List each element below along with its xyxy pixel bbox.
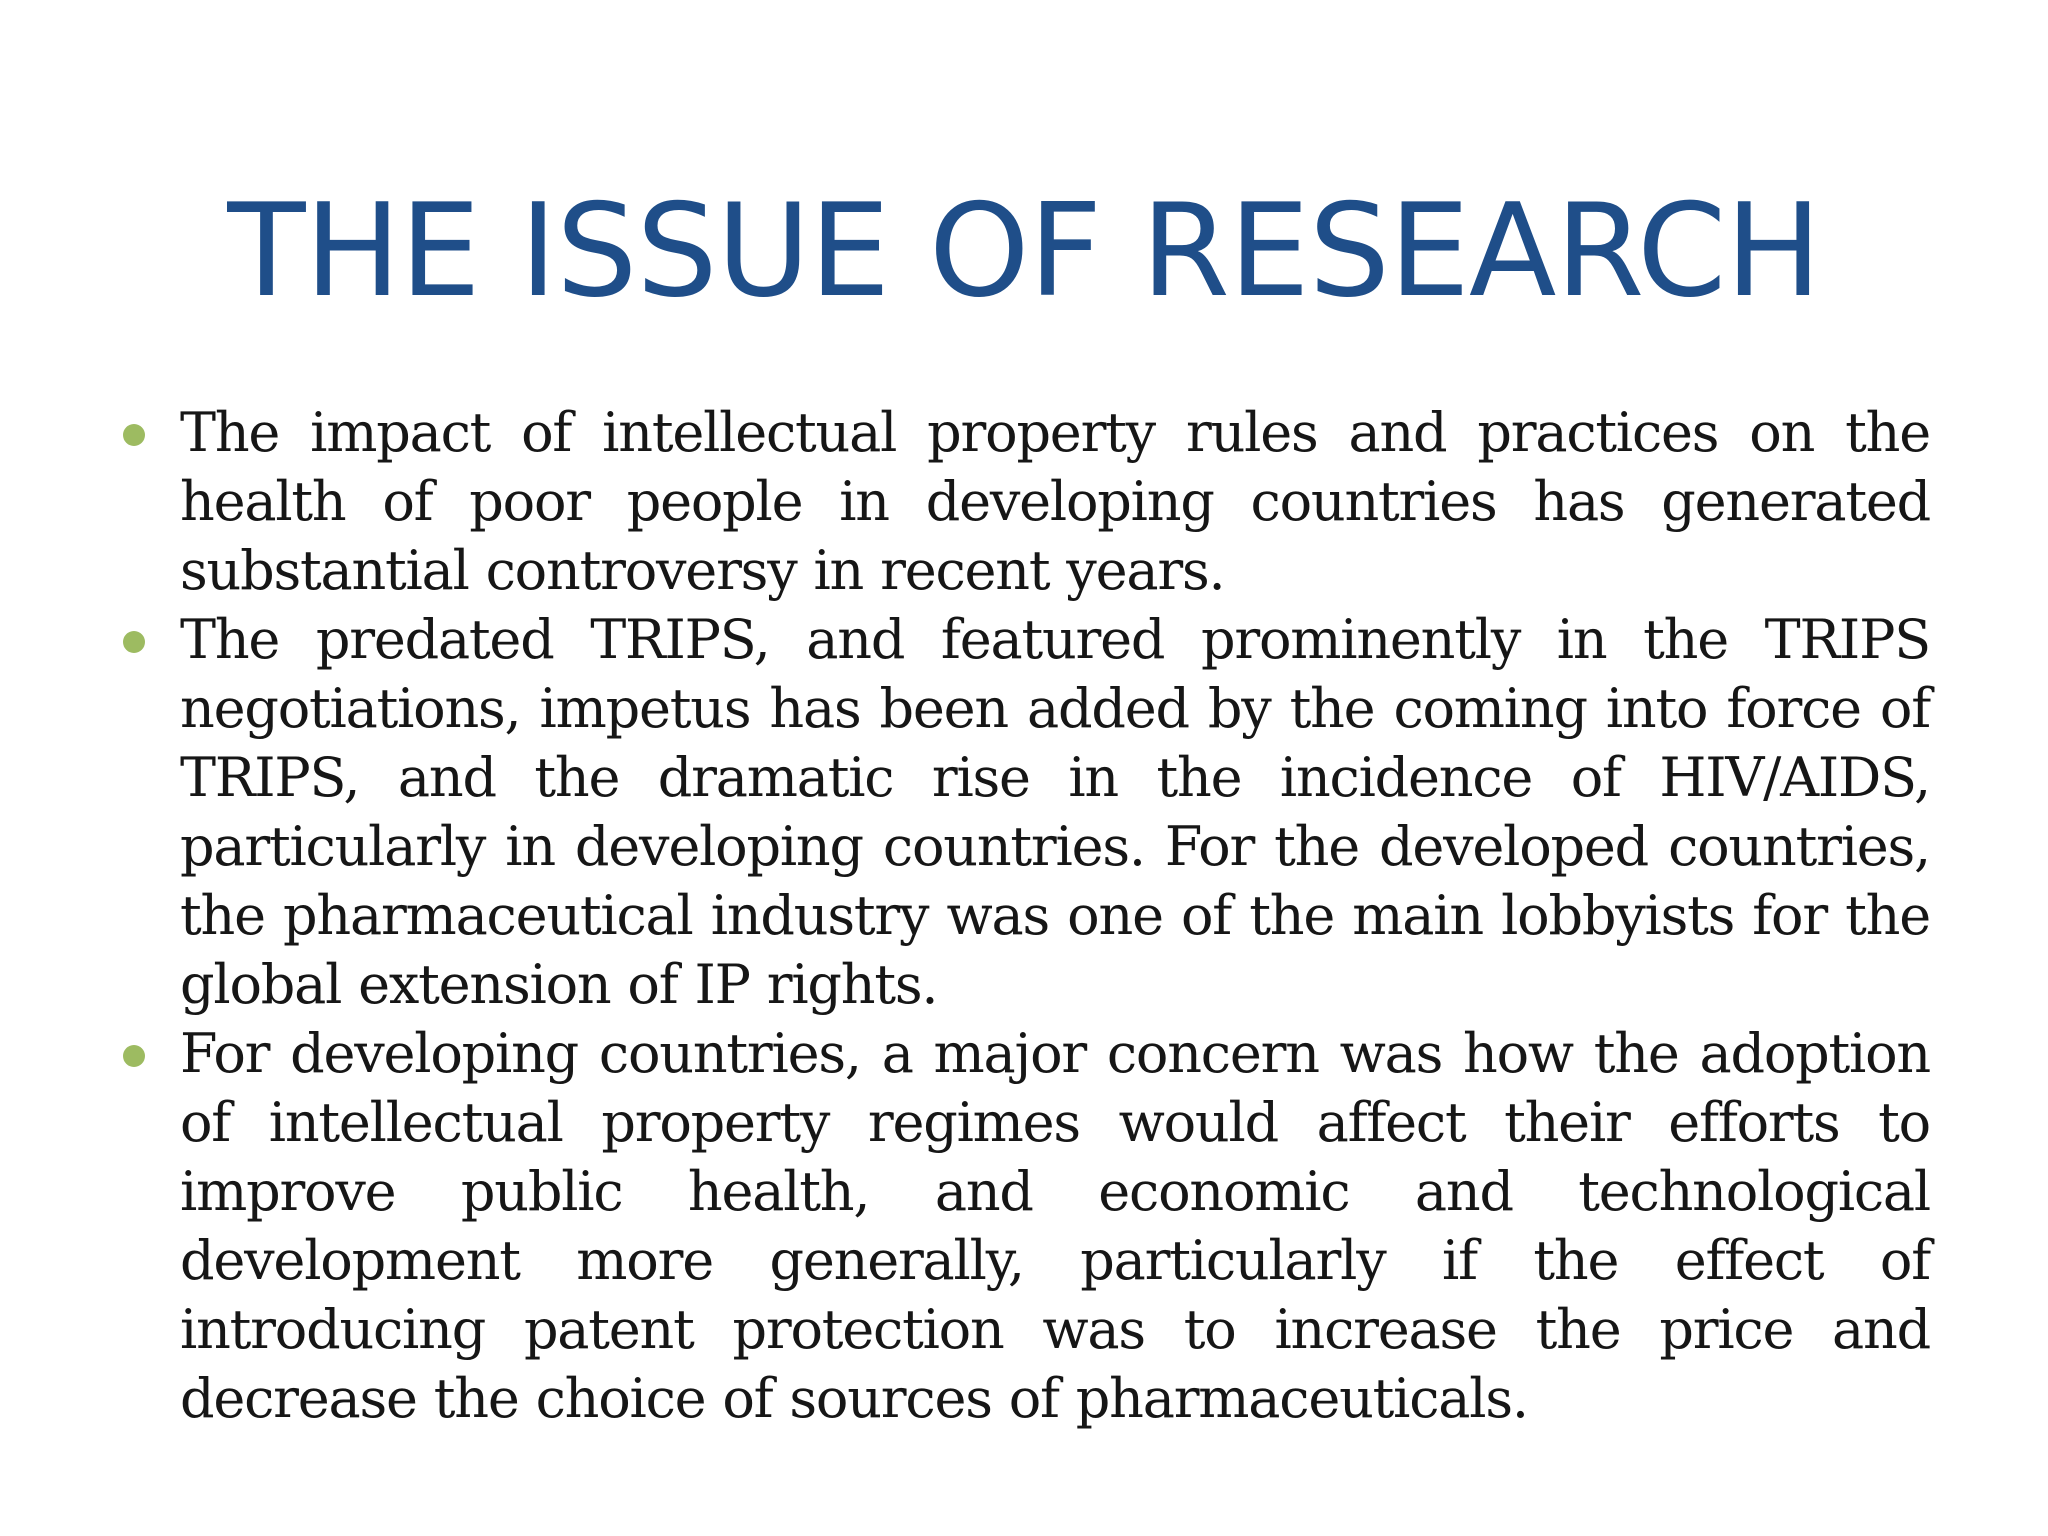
bullet-dot-icon [123,631,145,653]
bullet-text: For developing countries, a major concern was how the adoption of intellectual property regimes would affect their efforts to improve public health, and economic and technological development more generally, particularly if the effect of introducing patent protection was to increase the price and decrease the choice of sources of pharmaceuticals. [180,1022,1930,1430]
bullet-item [118,398,1930,605]
bullet-item [118,605,1930,1019]
bullet-item [118,1019,1930,1433]
bullet-dot-icon [123,424,145,446]
bullet-text: The predated TRIPS, and featured prominently in the TRIPS negotiations, impetus has been added by the coming into force of TRIPS, and the dramatic rise in the incidence of HIV/AIDS, particularly in developing countries. For the developed countries, the pharmaceutical industry was one of the main lobbyists for the global extension of IP rights. [180,608,1930,1016]
bullet-list [118,398,1930,1433]
bullet-dot-icon [123,1045,145,1067]
slide-title: THE ISSUE OF RESEARCH [227,177,1821,326]
bullet-text: The impact of intellectual property rules and practices on the health of poor people in developing countries has generated substantial controversy in recent years. [180,401,1930,602]
